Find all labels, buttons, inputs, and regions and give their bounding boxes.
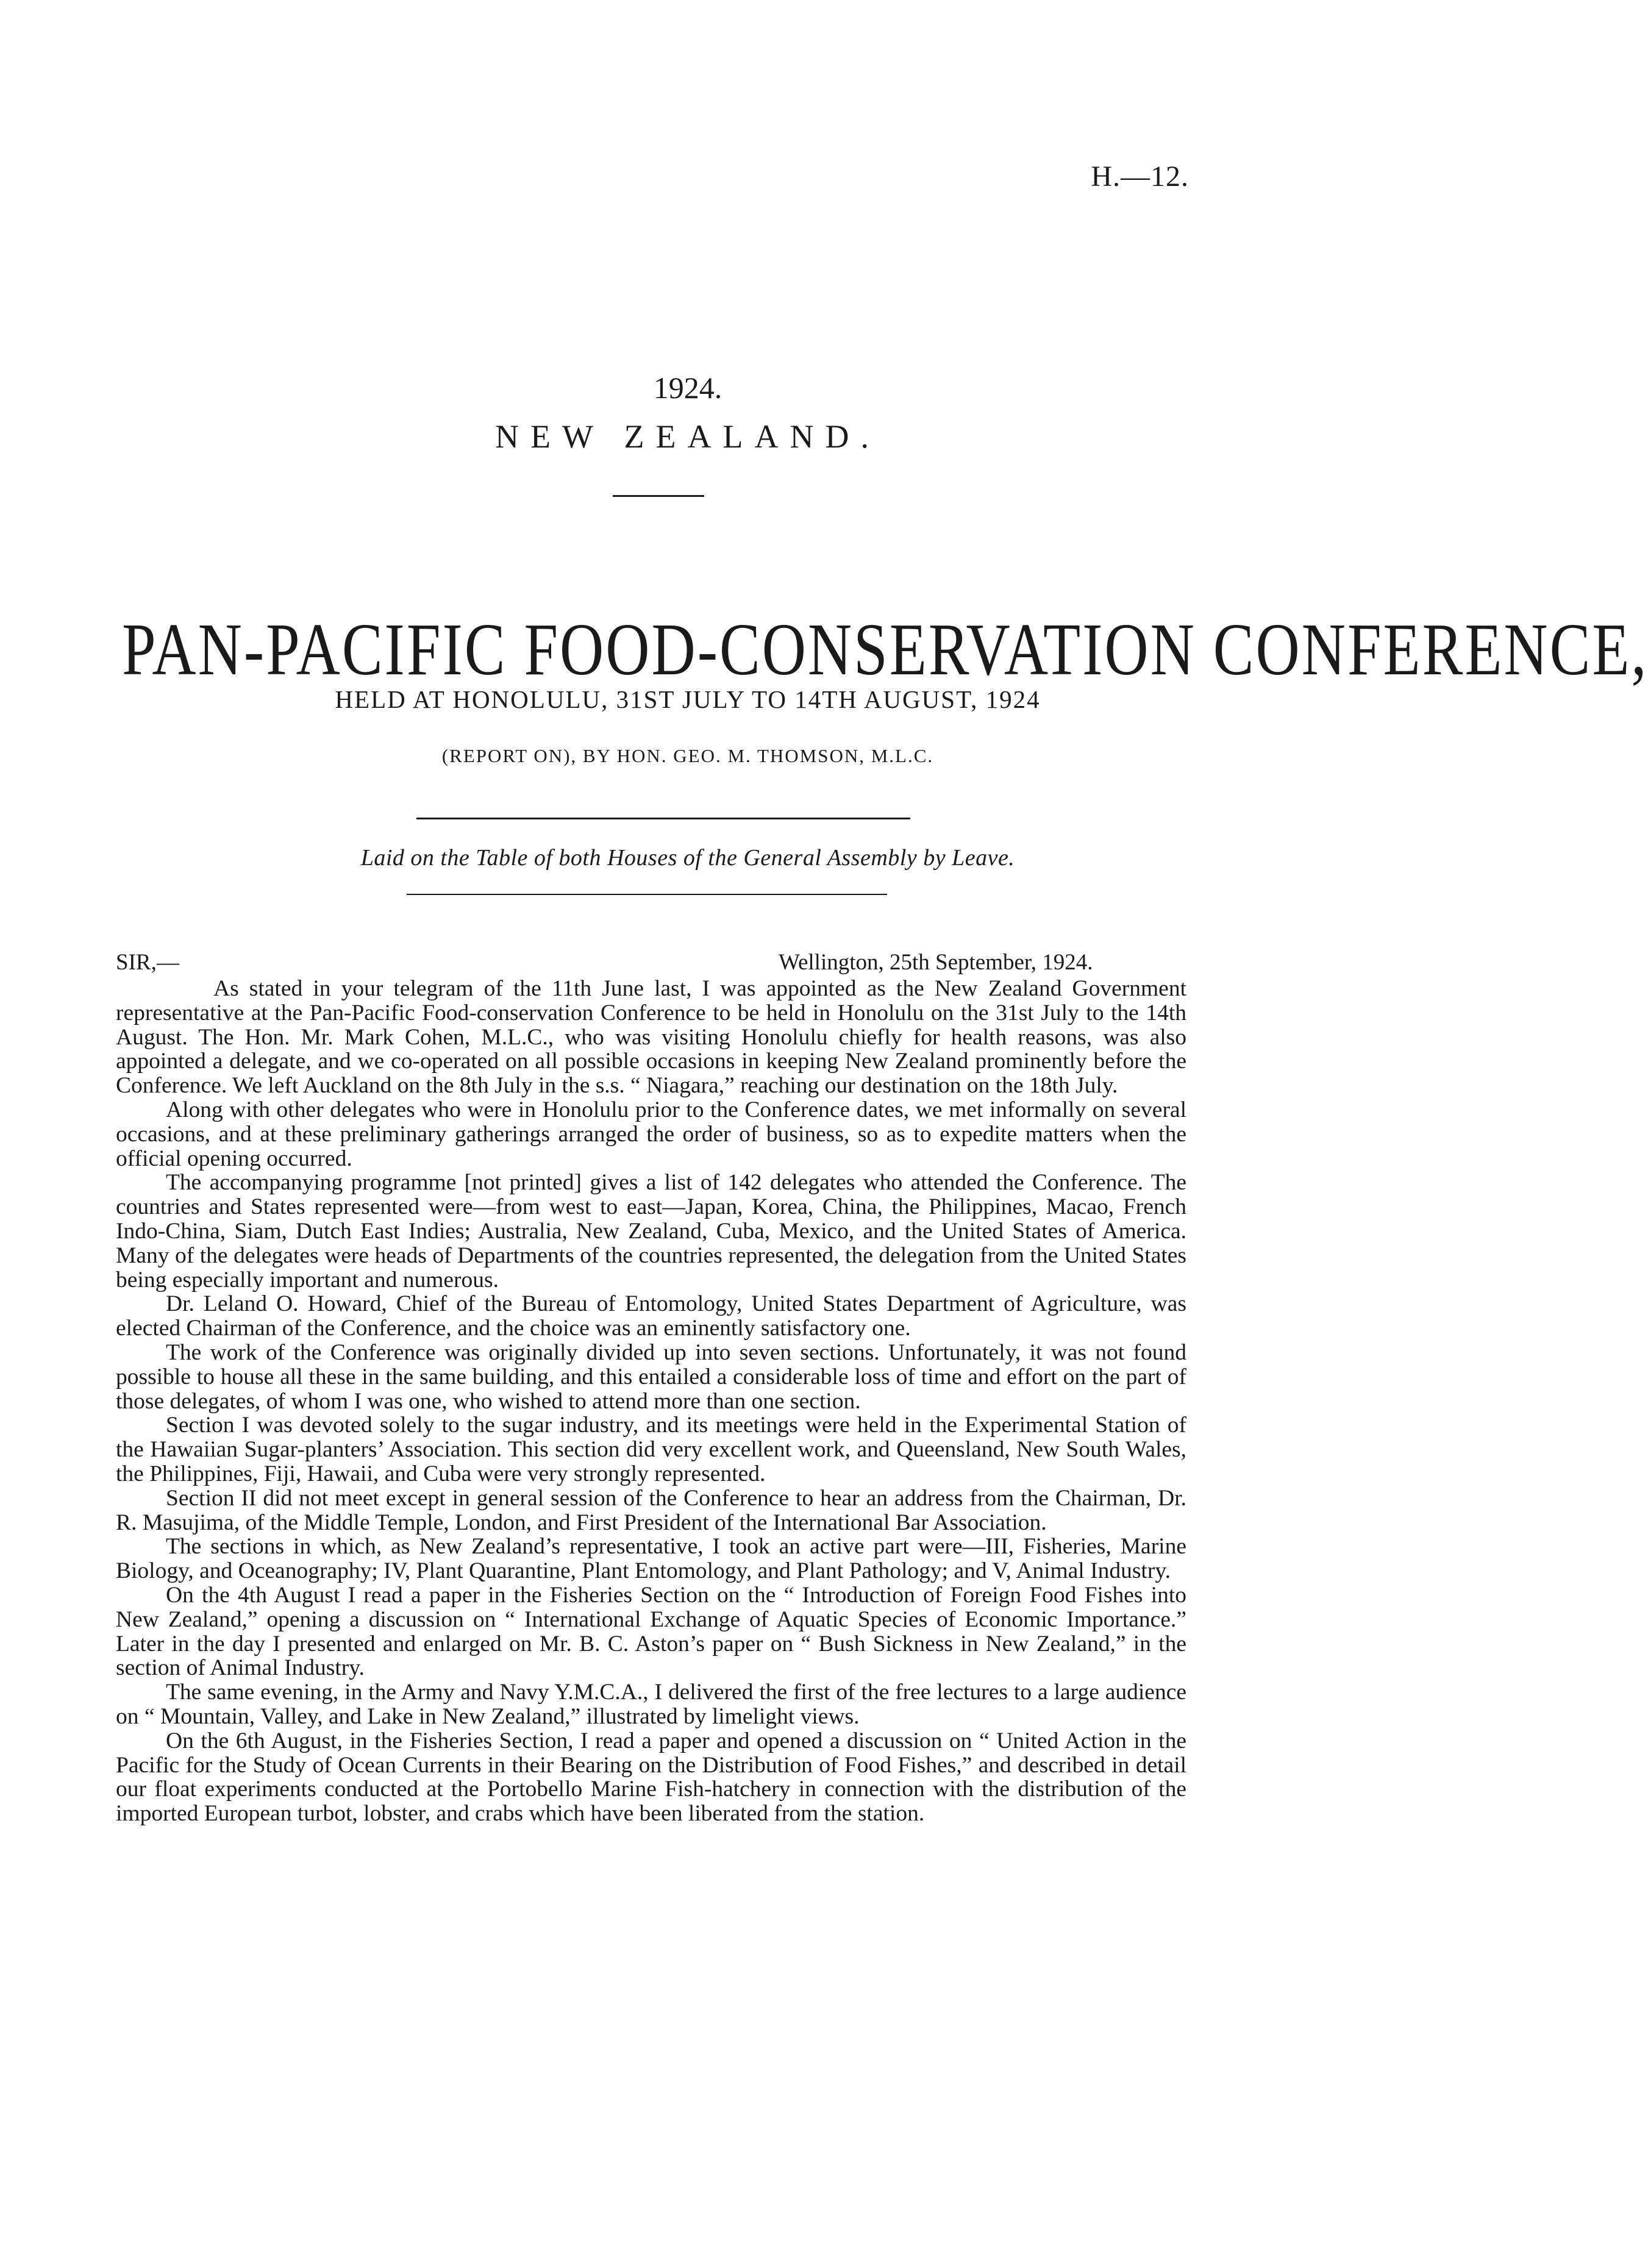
divider-rule (416, 818, 910, 819)
body-paragraph: On the 4th August I read a paper in the Fisheries Section on the “ Introduction of Foreign Food Fishes into New Zealand,” opening a discussion on “ International Exchange of Aquatic Species of Economic Importance.” Later in the day I presented and enlarged on Mr. B. C. Aston’s paper on “ Bush Sickness in New Zealand,” in the section of Animal Industry. (116, 1582, 1186, 1681)
body-paragraph: The same evening, in the Army and Navy Y.M.C.A., I delivered the first of the free lectures to a large audience on “ Mountain, Valley, and Lake in New Zealand,” illustrated by limelight views. (116, 1680, 1186, 1729)
report-byline: (REPORT ON), BY HON. GEO. M. THOMSON, M.L.C. (441, 745, 934, 766)
body-paragraph: Section II did not meet except in general session of the Conference to hear an address from the Chairman, Dr. R. Masujima, of the Middle Temple, London, and First President of the International Bar Association. (116, 1485, 1186, 1535)
document-title: PAN-PACIFIC FOOD-CONSERVATION CONFERENCE, (122, 608, 1648, 691)
country-heading: NEW ZEALAND. (495, 418, 880, 455)
body-paragraph: As stated in your telegram of the 11th June last, I was appointed as the New Zealand Government representative at the Pan-Pacific Food-conservation Conference to be held in Honolulu on the 31st July to the 14th August. The Hon. Mr. Mark Cohen, M.L.C., who was visiting Honolulu chiefly for health reasons, was also appointed a delegate, and we co-operated on all possible occasions in keeping New Zealand prominently before the Conference. We left Auckland on the 8th July in the s.s. “ Niagara,” reaching our destination on the 18th July. (116, 976, 1186, 1099)
document-subtitle: HELD AT HONOLULU, 31ST JULY TO 14TH AUGUST, 1924 (335, 685, 1041, 713)
document-year: 1924. (653, 371, 722, 405)
letter-salutation: SIR,— (116, 950, 179, 975)
body-paragraph: Dr. Leland O. Howard, Chief of the Bureau of Entomology, United States Department of Agriculture, was elected Chairman of the Conference, and the choice was an eminently satisfactory one. (116, 1291, 1186, 1341)
body-paragraph: The sections in which, as New Zealand’s representative, I took an active part were—III, Fisheries, Marine Biology, and Oceanography; IV, Plant Quarantine, Plant Entomology, and Plant Pathology; and V, Animal Industry. (116, 1534, 1186, 1584)
letter-body (116, 977, 1186, 1826)
body-paragraph: Along with other delegates who were in Honolulu prior to the Conference dates, we met informally on several occasions, and at these preliminary gatherings arranged the order of business, so as to expedite matters when the official opening occurred. (116, 1097, 1186, 1171)
letter-dateline: Wellington, 25th September, 1924. (779, 950, 1093, 975)
laid-on-table-note: Laid on the Table of both Houses of the General Assembly by Leave. (360, 845, 1015, 871)
body-paragraph: The accompanying programme [not printed] gives a list of 142 delegates who attended the Conference. The countries and States represented were—from west to east—Japan, Korea, China, the Philippines, Macao, French Indo-China, Siam, Dutch East Indies; Australia, New Zealand, Cuba, Mexico, and the United States of America. Many of the delegates were heads of Departments of the countries represented, the delegation from the United States being especially important and numerous. (116, 1170, 1186, 1293)
body-paragraph: Section I was devoted solely to the sugar industry, and its meetings were held in the Experimental Station of the Hawaiian Sugar-planters’ Association. This section did very excellent work, and Queensland, New South Wales, the Philippines, Fiji, Hawaii, and Cuba were very strongly represented. (116, 1413, 1186, 1486)
body-paragraph: The work of the Conference was originally divided up into seven sections. Unfortunately, it was not found possible to house all these in the same building, and this entailed a considerable loss of time and effort on the part of those delegates, of whom I was one, who wished to attend more than one section. (116, 1339, 1186, 1414)
divider-rule (407, 894, 887, 895)
divider-rule (613, 495, 704, 497)
body-paragraph: On the 6th August, in the Fisheries Section, I read a paper and opened a discussion on “ United Action in the Pacific for the Study of Ocean Currents in their Bearing on the Distribution of Food Fishes,” and described in detail our float experiments conducted at the Portobello Marine Fish-hatchery in connection with the distribution of the imported European turbot, lobster, and crabs which have been liberated from the station. (116, 1728, 1186, 1827)
page-reference: H.—12. (1091, 160, 1189, 193)
